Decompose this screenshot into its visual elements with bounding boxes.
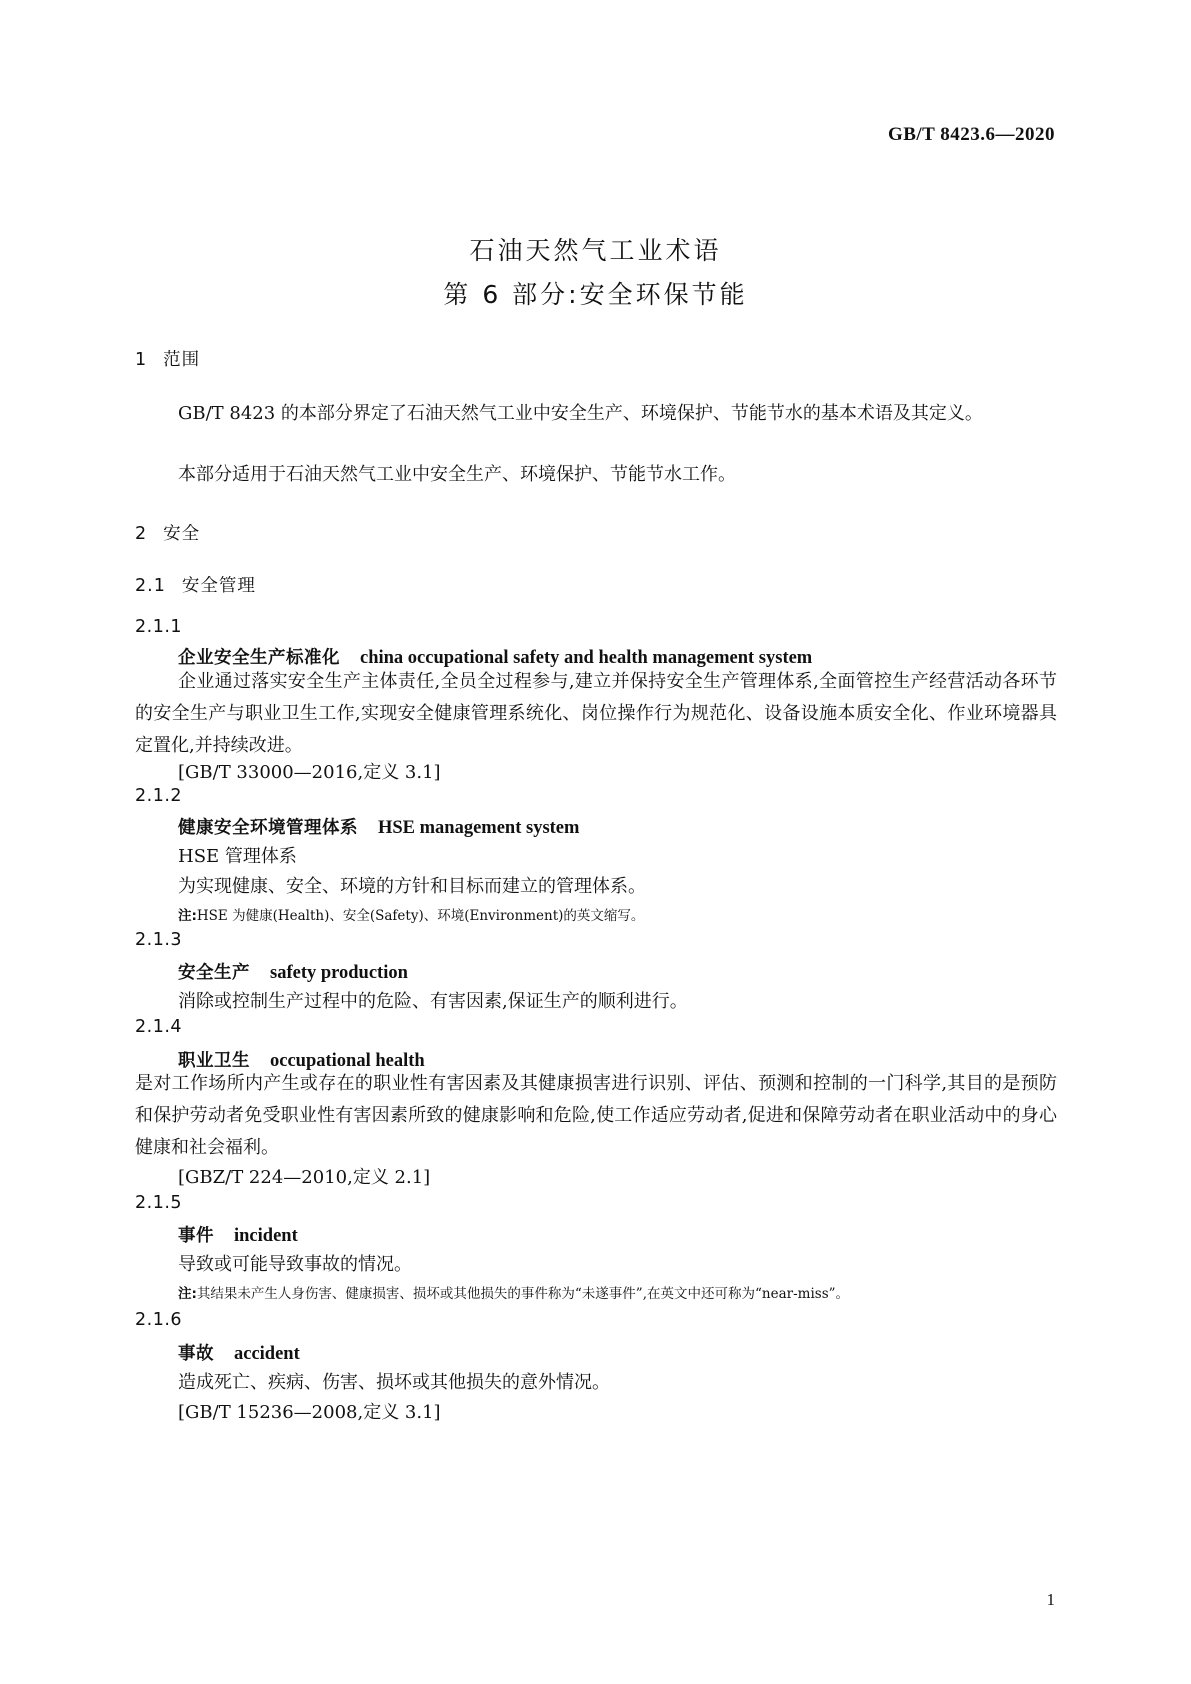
section-number: 2.1 (135, 576, 166, 596)
term-zh: 安全生产 (178, 963, 250, 983)
section-title: 范围 (163, 350, 201, 370)
subsection-heading-2-1 (135, 572, 256, 597)
standard-code: GB/T 8423.6—2020 (887, 124, 1055, 145)
term-definition: 企业通过落实安全生产主体责任,全员全过程参与,建立并保持安全生产管理体系,全面管控生产经营活动各环节的安全生产与职业卫生工作,实现安全健康管理系统化、岗位操作行为规范化、设备设施本质安全化、作业环境器具定置化,并持续改进。 (135, 671, 1057, 756)
term-en: occupational health (270, 1051, 425, 1071)
term-synonym: HSE 管理体系 (178, 846, 297, 867)
term-2-1-3 (178, 959, 408, 984)
term-number-2-1-5: 2.1.5 (135, 1193, 183, 1213)
scope-paragraph-2: 本部分适用于石油天然气工业中安全生产、环境保护、节能节水工作。 (178, 464, 736, 485)
term-definition: 为实现健康、安全、环境的方针和目标而建立的管理体系。 (178, 876, 646, 897)
term-number-2-1-3: 2.1.3 (135, 930, 183, 950)
note-text: 其结果未产生人身伤害、健康损害、损坏或其他损失的事件称为“未遂事件”,在英文中还可称为“near-miss”。 (196, 1286, 850, 1302)
page-number: 1 (1046, 1590, 1055, 1609)
term-zh: 事故 (178, 1344, 214, 1364)
term-en: china occupational safety and health management system (360, 648, 813, 668)
term-en: safety production (270, 963, 408, 983)
term-2-1-5 (178, 1222, 298, 1247)
note-label: 注: (178, 908, 197, 924)
section-number: 2 (135, 524, 148, 544)
term-number-2-1-1: 2.1.1 (135, 617, 183, 637)
term-definition: 造成死亡、疾病、伤害、损坏或其他损失的意外情况。 (178, 1372, 610, 1393)
term-2-1-6 (178, 1340, 300, 1365)
section-heading-1 (135, 346, 200, 371)
term-number-2-1-2: 2.1.2 (135, 786, 183, 806)
term-note (178, 1282, 849, 1302)
scope-paragraph-1: GB/T 8423 的本部分界定了石油天然气工业中安全生产、环境保护、节能节水的基本术语及其定义。 (178, 403, 983, 424)
term-source: [GBZ/T 224—2010,定义 2.1] (178, 1167, 431, 1188)
term-source: [GB/T 15236—2008,定义 3.1] (178, 1402, 441, 1423)
term-definition: 消除或控制生产过程中的危险、有害因素,保证生产的顺利进行。 (178, 991, 688, 1012)
term-source: [GB/T 33000—2016,定义 3.1] (178, 762, 441, 783)
term-definition: 是对工作场所内产生或存在的职业性有害因素及其健康损害进行识别、评估、预测和控制的一门科学,其目的是预防和保护劳动者免受职业性有害因素所致的健康影响和危险,使工作适应劳动者,促进和保障劳动者在职业活动中的身心健康和社会福利。 (135, 1073, 1057, 1158)
term-zh: 职业卫生 (178, 1051, 250, 1071)
document-title: 石油天然气工业术语 (469, 236, 722, 265)
section-title: 安全 (163, 524, 201, 544)
term-en: accident (234, 1344, 300, 1364)
section-heading-2 (135, 520, 200, 545)
term-en: HSE management system (378, 818, 580, 838)
term-note (178, 904, 644, 924)
term-2-1-2 (178, 814, 579, 839)
term-number-2-1-6: 2.1.6 (135, 1310, 183, 1330)
note-text: HSE 为健康(Health)、安全(Safety)、环境(Environment)的英文缩写。 (196, 908, 645, 924)
document-subtitle: 第 6 部分:安全环保节能 (443, 280, 748, 309)
term-definition: 导致或可能导致事故的情况。 (178, 1254, 412, 1275)
term-zh: 事件 (178, 1226, 214, 1246)
term-number-2-1-4: 2.1.4 (135, 1017, 183, 1037)
term-en: incident (234, 1226, 298, 1246)
term-zh: 企业安全生产标准化 (178, 648, 340, 668)
note-label: 注: (178, 1286, 197, 1302)
term-zh: 健康安全环境管理体系 (178, 818, 358, 838)
section-title: 安全管理 (181, 576, 256, 596)
section-number: 1 (135, 350, 148, 370)
